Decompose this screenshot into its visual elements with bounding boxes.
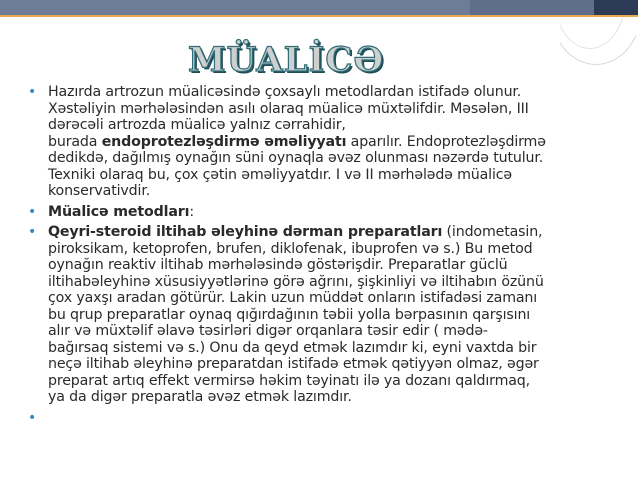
text-line: Xəstəliyin mərhələsindən asılı olaraq müalicə müxtəlifdir. Məsələn, III [48,100,529,117]
bullet-item-methods [28,204,628,221]
bullet-item-intro [28,84,628,200]
bullet-marker: • [28,203,37,220]
text-line: oynağın reaktiv iltihab mərhələsində göstərişdir. Preparatlar güclü [48,257,508,273]
text-line: dedikdə, dağılmış oynağın süni oynaqla əvəz olunması nəzərdə tutulur. [48,150,544,166]
text-fragment: burada [48,133,102,150]
text-line: dərəcəli artrozda müalicə yalnız cərrahidir, [48,117,346,133]
text-line: ya da digər preparatla əvəz etmək lazımdır. [48,389,352,405]
bold-term-endoprosthesis: endoprotezləşdirmə əməliyyatı [101,133,347,150]
text-line: konservativdir. [48,183,151,199]
bullet-marker: • [28,409,37,426]
text-line: piroksikam, ketoprofen, brufen, diklofenak, ibuprofen və s.) Bu metod [48,240,533,257]
text-line: iltihabəleyhinə xüsusiyyətlərinə görə ağrını, şişkinliyi və iltihabın özünü [48,273,544,290]
text-line: Texniki olaraq bu, çox çətin əməliyyatdır. I və II mərhələdə müalicə [48,166,512,183]
text-line: Hazırda artrozun müalicəsində çoxsaylı metodlardan istifadə olunur. [48,84,522,100]
top-decor-band-dark [594,0,638,16]
bullet-marker: • [28,224,37,240]
bold-heading-nsaid: Qeyri-steroid iltihab əleyhinə dərman preparatları [48,224,443,240]
bullet-item-nsaid [28,224,628,406]
text-line-mixed [48,134,628,151]
bold-heading-methods: Müalicə metodları [48,203,190,220]
text-line: alır və müxtəlif əlavə təsirləri digər orqanlara təsir edir ( mədə- [48,323,488,339]
slide-title: MÜALİCƏ [188,40,385,80]
top-decor-band-light [0,0,470,16]
text-fragment: aparılır. [346,133,407,150]
text-line: bağırsaq sistemi və s.) Onu da qeyd etmək lazımdır ki, eyni vaxtda bir [48,339,537,356]
text-fragment: (indometasin, [442,224,543,240]
bullet-marker: • [28,84,37,100]
text-fragment: Endoprotezləşdirmə [406,133,546,150]
corner-arc-decor [560,17,636,67]
text-line: neçə iltihab əleyhinə preparatdan istifadə etmək qətiyyən olmaz, əgər [48,356,539,372]
bullet-list [28,84,628,430]
top-accent-line [0,15,638,17]
text-fragment: : [189,203,194,220]
text-line-mixed [48,204,628,221]
text-line-mixed [48,224,628,241]
bullet-item-empty [28,410,628,426]
text-line: bu qrup preparatlar oynaq qığırdağının təbii yolla bərpasının qarşısını [48,306,531,323]
text-line: preparat artıq effekt vermirsə həkim təyinatı ilə ya dozanı qaldırmaq, [48,372,531,389]
top-decor-band [0,0,638,16]
text-line: çox yaxşı aradan götürür. Lakin uzun müddət onların istifadəsi zamanı [48,290,538,306]
